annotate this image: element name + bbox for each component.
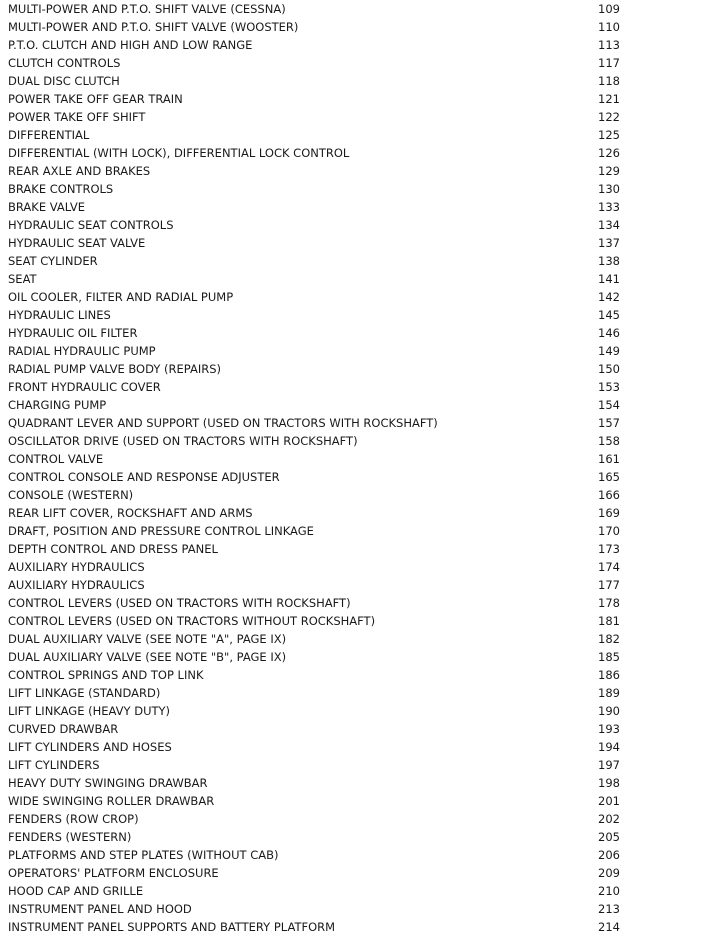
toc-row[interactable] [0, 54, 721, 72]
toc-row[interactable] [0, 126, 721, 144]
toc-row[interactable] [0, 90, 721, 108]
toc-entry-page: 130 [598, 182, 620, 196]
toc-row[interactable] [0, 144, 721, 162]
toc-entry-title: SEAT CYLINDER [8, 254, 98, 268]
toc-entry-title: MULTI-POWER AND P.T.O. SHIFT VALVE (WOOSTER) [8, 20, 299, 34]
toc-entry-title: DIFFERENTIAL (WITH LOCK), DIFFERENTIAL LOCK CONTROL [8, 146, 350, 160]
toc-entry-page: 170 [598, 524, 620, 538]
toc-entry-page: 198 [598, 776, 620, 790]
toc-entry-page: 213 [598, 902, 620, 916]
toc-entry-title: AUXILIARY HYDRAULICS [8, 560, 145, 574]
toc-entry-page: 178 [598, 596, 620, 610]
toc-row[interactable] [0, 864, 721, 882]
toc-entry-title: LIFT CYLINDERS [8, 758, 100, 772]
toc-entry-title: REAR LIFT COVER, ROCKSHAFT AND ARMS [8, 506, 253, 520]
toc-entry-title: INSTRUMENT PANEL SUPPORTS AND BATTERY PLATFORM [8, 920, 336, 934]
toc-entry-title: AUXILIARY HYDRAULICS [8, 578, 145, 592]
toc-entry-title: CONSOLE (WESTERN) [8, 488, 134, 502]
toc-row[interactable] [0, 540, 721, 558]
toc-row[interactable] [0, 576, 721, 594]
toc-row[interactable] [0, 684, 721, 702]
toc-entry-page: 181 [598, 614, 620, 628]
toc-row[interactable] [0, 702, 721, 720]
toc-entry-title: P.T.O. CLUTCH AND HIGH AND LOW RANGE [8, 38, 253, 52]
toc-entry-page: 137 [598, 236, 620, 250]
toc-entry-title: HYDRAULIC LINES [8, 308, 111, 322]
toc-entry-title: HYDRAULIC SEAT VALVE [8, 236, 146, 250]
toc-row[interactable] [0, 108, 721, 126]
toc-entry-page: 133 [598, 200, 620, 214]
toc-entry-title: OIL COOLER, FILTER AND RADIAL PUMP [8, 290, 234, 304]
toc-row[interactable] [0, 504, 721, 522]
toc-entry-page: 134 [598, 218, 620, 232]
toc-row[interactable] [0, 234, 721, 252]
toc-entry-title: CONTROL SPRINGS AND TOP LINK [8, 668, 204, 682]
toc-entry-page: 189 [598, 686, 620, 700]
toc-row[interactable] [0, 180, 721, 198]
toc-entry-title: LIFT CYLINDERS AND HOSES [8, 740, 172, 754]
toc-entry-page: 121 [598, 92, 620, 106]
toc-row[interactable] [0, 252, 721, 270]
toc-entry-title: POWER TAKE OFF SHIFT [8, 110, 146, 124]
toc-row[interactable] [0, 738, 721, 756]
toc-entry-title: HYDRAULIC SEAT CONTROLS [8, 218, 174, 232]
toc-entry-page: 169 [598, 506, 620, 520]
toc-entry-title: OSCILLATOR DRIVE (USED ON TRACTORS WITH ROCKSHAFT) [8, 434, 358, 448]
toc-entry-page: 209 [598, 866, 620, 880]
toc-entry-page: 117 [598, 56, 620, 70]
toc-entry-page: 150 [598, 362, 620, 376]
toc-row[interactable] [0, 846, 721, 864]
toc-row[interactable] [0, 450, 721, 468]
toc-entry-page: 182 [598, 632, 620, 646]
toc-entry-page: 193 [598, 722, 620, 736]
toc-entry-page: 118 [598, 74, 620, 88]
toc-entry-page: 186 [598, 668, 620, 682]
toc-entry-page: 142 [598, 290, 620, 304]
toc-row[interactable] [0, 594, 721, 612]
toc-entry-title: RADIAL PUMP VALVE BODY (REPAIRS) [8, 362, 221, 376]
toc-entry-page: 158 [598, 434, 620, 448]
toc-entry-page: 109 [598, 2, 620, 16]
toc-entry-title: BRAKE CONTROLS [8, 182, 114, 196]
toc-entry-page: 174 [598, 560, 620, 574]
toc-entry-title: FENDERS (WESTERN) [8, 830, 132, 844]
toc-row[interactable] [0, 360, 721, 378]
toc-row[interactable] [0, 432, 721, 450]
toc-entry-page: 113 [598, 38, 620, 52]
toc-entry-title: WIDE SWINGING ROLLER DRAWBAR [8, 794, 215, 808]
toc-row[interactable] [0, 792, 721, 810]
toc-row[interactable] [0, 270, 721, 288]
toc-row[interactable] [0, 828, 721, 846]
toc-row[interactable] [0, 414, 721, 432]
toc-entry-title: MULTI-POWER AND P.T.O. SHIFT VALVE (CESSNA) [8, 2, 286, 16]
toc-entry-page: 214 [598, 920, 620, 934]
toc-row[interactable] [0, 558, 721, 576]
toc-entry-page: 197 [598, 758, 620, 772]
toc-row[interactable] [0, 612, 721, 630]
toc-entry-page: 165 [598, 470, 620, 484]
toc-row[interactable] [0, 810, 721, 828]
toc-entry-title: DUAL AUXILIARY VALVE (SEE NOTE "B", PAGE IX) [8, 650, 287, 664]
toc-row[interactable] [0, 0, 721, 18]
toc-entry-title: HEAVY DUTY SWINGING DRAWBAR [8, 776, 208, 790]
toc-row[interactable] [0, 378, 721, 396]
toc-entry-page: 125 [598, 128, 620, 142]
toc-entry-page: 154 [598, 398, 620, 412]
toc-entry-page: 173 [598, 542, 620, 556]
toc-entry-title: CONTROL CONSOLE AND RESPONSE ADJUSTER [8, 470, 280, 484]
toc-row[interactable] [0, 396, 721, 414]
toc-row[interactable] [0, 720, 721, 738]
toc-entry-title: HYDRAULIC OIL FILTER [8, 326, 138, 340]
toc-entry-page: 145 [598, 308, 620, 322]
toc-entry-title: FENDERS (ROW CROP) [8, 812, 139, 826]
toc-row[interactable] [0, 342, 721, 360]
toc-entry-title: POWER TAKE OFF GEAR TRAIN [8, 92, 183, 106]
toc-row[interactable] [0, 72, 721, 90]
toc-entry-page: 126 [598, 146, 620, 160]
toc-entry-title: DRAFT, POSITION AND PRESSURE CONTROL LINKAGE [8, 524, 314, 538]
toc-row[interactable] [0, 900, 721, 918]
toc-entry-title: FRONT HYDRAULIC COVER [8, 380, 161, 394]
toc-entry-title: CLUTCH CONTROLS [8, 56, 121, 70]
toc-entry-page: 206 [598, 848, 620, 862]
toc-entry-title: SEAT [8, 272, 37, 286]
toc-entry-page: 129 [598, 164, 620, 178]
toc-row[interactable] [0, 918, 721, 936]
toc-entry-title: HOOD CAP AND GRILLE [8, 884, 144, 898]
toc-entry-page: 149 [598, 344, 620, 358]
toc-entry-title: OPERATORS' PLATFORM ENCLOSURE [8, 866, 219, 880]
toc-entry-title: QUADRANT LEVER AND SUPPORT (USED ON TRACTORS WITH ROCKSHAFT) [8, 416, 438, 430]
toc-entry-page: 122 [598, 110, 620, 124]
toc-entry-page: 153 [598, 380, 620, 394]
toc-entry-page: 201 [598, 794, 620, 808]
toc-entry-title: DIFFERENTIAL [8, 128, 90, 142]
toc-entry-page: 190 [598, 704, 620, 718]
toc-entry-page: 141 [598, 272, 620, 286]
toc-row[interactable] [0, 36, 721, 54]
toc-entry-title: DUAL AUXILIARY VALVE (SEE NOTE "A", PAGE IX) [8, 632, 287, 646]
toc-entry-title: PLATFORMS AND STEP PLATES (WITHOUT CAB) [8, 848, 279, 862]
toc-entry-page: 157 [598, 416, 620, 430]
toc-entry-title: CHARGING PUMP [8, 398, 107, 412]
toc-row[interactable] [0, 648, 721, 666]
toc-entry-page: 202 [598, 812, 620, 826]
toc-entry-title: DEPTH CONTROL AND DRESS PANEL [8, 542, 218, 556]
toc-entry-title: CONTROL VALVE [8, 452, 104, 466]
toc-entry-title: RADIAL HYDRAULIC PUMP [8, 344, 156, 358]
toc-entry-page: 205 [598, 830, 620, 844]
toc-entry-page: 177 [598, 578, 620, 592]
toc-row[interactable] [0, 306, 721, 324]
toc-entry-title: CONTROL LEVERS (USED ON TRACTORS WITHOUT ROCKSHAFT) [8, 614, 376, 628]
toc-row[interactable] [0, 486, 721, 504]
toc-row[interactable] [0, 162, 721, 180]
toc-row[interactable] [0, 288, 721, 306]
toc-entry-page: 110 [598, 20, 620, 34]
toc-entry-page: 166 [598, 488, 620, 502]
toc-row[interactable] [0, 522, 721, 540]
toc-entry-title: BRAKE VALVE [8, 200, 86, 214]
toc-entry-page: 185 [598, 650, 620, 664]
toc-row[interactable] [0, 774, 721, 792]
toc-row[interactable] [0, 18, 721, 36]
toc-entry-title: INSTRUMENT PANEL AND HOOD [8, 902, 192, 916]
toc-entry-title: LIFT LINKAGE (HEAVY DUTY) [8, 704, 171, 718]
toc-row[interactable] [0, 666, 721, 684]
toc-entry-title: REAR AXLE AND BRAKES [8, 164, 151, 178]
toc-entry-page: 210 [598, 884, 620, 898]
toc-row[interactable] [0, 324, 721, 342]
toc-entry-title: DUAL DISC CLUTCH [8, 74, 120, 88]
toc-entry-title: CONTROL LEVERS (USED ON TRACTORS WITH ROCKSHAFT) [8, 596, 351, 610]
toc-entry-page: 161 [598, 452, 620, 466]
toc-row[interactable] [0, 630, 721, 648]
toc-row[interactable] [0, 468, 721, 486]
toc-entry-page: 138 [598, 254, 620, 268]
toc-entry-page: 146 [598, 326, 620, 340]
toc-entry-title: LIFT LINKAGE (STANDARD) [8, 686, 161, 700]
toc-entry-title: CURVED DRAWBAR [8, 722, 119, 736]
toc-row[interactable] [0, 756, 721, 774]
toc-row[interactable] [0, 882, 721, 900]
toc-row[interactable] [0, 216, 721, 234]
toc-entry-page: 194 [598, 740, 620, 754]
toc-row[interactable] [0, 198, 721, 216]
